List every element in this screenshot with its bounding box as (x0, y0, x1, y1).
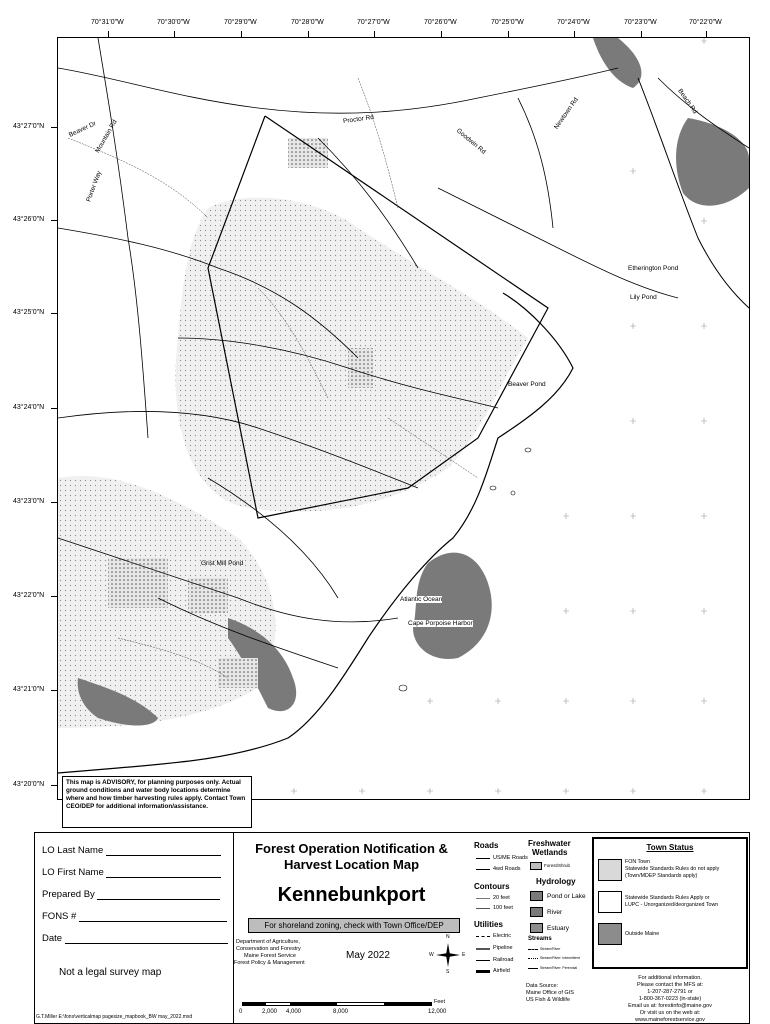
coord-left-label: 43°20'0"N (13, 781, 45, 788)
coord-top-label: 70°22'0"W (689, 19, 722, 26)
road-beaver-dr: Beaver Dr (67, 120, 98, 139)
coord-tick (51, 785, 57, 786)
file-path-text: G.T.Miller E:\fons\verticalmap pagesize_mapbook_BW may_2022.mxd (36, 1014, 193, 1020)
coord-top-label: 70°28'0"W (291, 19, 324, 26)
shoreland-note: For shoreland zoning, check with Town Office/DEP (248, 918, 460, 933)
coord-tick (174, 31, 175, 37)
scale-tick-label: 12,000 (428, 1009, 447, 1015)
town-status-text: Statewide Standards Rules Apply or (625, 895, 710, 901)
compass-icon (429, 934, 466, 975)
town-status-swatch (598, 891, 622, 913)
coord-tick (51, 690, 57, 691)
map-date: May 2022 (346, 950, 390, 961)
town-status-text: LUPC - Unorganized/deorganized Town (625, 902, 719, 908)
coord-left-label: 43°24'0"N (13, 404, 45, 411)
fons-number-field[interactable]: FONS # (42, 911, 227, 922)
coord-tick (51, 408, 57, 409)
lo-last-name-field[interactable]: LO Last Name (42, 845, 221, 856)
not-legal-survey-text: Not a legal survey map (59, 967, 162, 978)
road-newtown-rd: Newtown Rd (552, 96, 580, 131)
contact-line[interactable]: Email us at: forestinfo@maine.gov (628, 1003, 712, 1009)
advisory-box (62, 776, 252, 828)
coord-tick (641, 31, 642, 37)
place-etherington-pond: Etherington Pond (628, 265, 679, 272)
coord-top-label: 70°23'0"W (624, 19, 657, 26)
scale-tick-label: 8,000 (333, 1009, 349, 1015)
legend-panel (34, 832, 750, 1024)
coord-left-label: 43°21'0"N (13, 686, 45, 693)
place-beaver-pond: Beaver Pond (508, 381, 546, 388)
place-grist-mill-pond: Grist Mill Pond (201, 560, 244, 567)
town-status-swatch (598, 859, 622, 881)
coord-top-label: 70°26'0"W (424, 19, 457, 26)
coord-tick (706, 31, 707, 37)
date-field[interactable]: Date (42, 933, 228, 944)
coord-tick (51, 596, 57, 597)
coord-left-label: 43°22'0"N (13, 592, 45, 599)
scale-tick-label: 0 (239, 1009, 243, 1015)
advisory-text: This map is ADVISORY, for planning purposes only. Actual ground conditions and water body locations determine where and how timber harvesting rules apply. Contact Town CEO/DEP for additional information/assistance. (66, 779, 246, 810)
title-line-2: Harvest Location Map (283, 857, 420, 872)
town-status-text: Outside Maine (625, 931, 660, 937)
estuary-ne (593, 38, 641, 88)
coord-tick (574, 31, 575, 37)
coord-tick (508, 31, 509, 37)
town-status-title: Town Status (646, 843, 694, 852)
dept-line-3: Maine Forest Service (244, 953, 296, 959)
coord-top-label: 70°31'0"W (91, 19, 124, 26)
coord-left-label: 43°26'0"N (13, 216, 45, 223)
road-beach-rd: Beach Rd (676, 87, 699, 116)
place-cape-porpoise-harbor: Cape Porpoise Harbor (408, 620, 473, 627)
coord-left-label: 43°27'0"N (13, 123, 45, 130)
coord-tick (374, 31, 375, 37)
contact-info (592, 975, 748, 1024)
contact-line[interactable]: www.maineforestservice.gov (635, 1017, 705, 1023)
dept-line-2: Conservation and Forestry (236, 946, 301, 952)
road-mountain-rd: Mountain Rd (94, 118, 119, 155)
wetland-patch (108, 558, 168, 608)
scale-unit: Feet (434, 999, 446, 1005)
legend-roads: Roads US/ME Roads 4wd Roads Contours 20 feet 100 feet Utilities Electric Pipeline Railroad Airfield (474, 841, 528, 974)
coord-left-label: 43°23'0"N (13, 498, 45, 505)
contact-line: Please contact the MFS at: (636, 982, 704, 988)
scale-tick-label: 4,000 (286, 1009, 302, 1015)
contact-line: Or visit us on the web at: (639, 1010, 701, 1016)
contact-line: For additional information, (638, 975, 702, 981)
coord-tick (308, 31, 309, 37)
scale-bar (242, 1002, 432, 1006)
coord-tick (51, 220, 57, 221)
coord-tick (241, 31, 242, 37)
estuary-east (676, 118, 749, 206)
wetland-patch (348, 348, 373, 388)
dept-line-4: Forest Policy & Management (234, 960, 305, 966)
map-canvas (58, 38, 749, 799)
cape-porpoise-harbor-water (413, 553, 492, 659)
legend-hydrology: Freshwater Wetlands Forest/Shrub Hydrology Pond or Lake River Estuary Streams Stream/River Stream/River: Intermittent Stream/River: Perennial Data Source: Maine Office of GIS US Fish & Wildlife (526, 839, 586, 1003)
road-proctor-rd: Proctor Rd (342, 113, 375, 126)
coord-tick (108, 31, 109, 37)
coord-top-label: 70°30'0"W (157, 19, 190, 26)
town-status-box (592, 837, 748, 969)
scale-tick-label: 2,000 (262, 1009, 278, 1015)
town-status-text: (Town/MDEP Standards apply) (625, 873, 698, 879)
town-status-text: FON Town (625, 859, 650, 865)
coord-top-label: 70°25'0"W (491, 19, 524, 26)
wetland-patch (218, 658, 258, 688)
prepared-by-field[interactable]: Prepared By (42, 889, 220, 900)
coord-tick (51, 127, 57, 128)
coord-top-label: 70°29'0"W (224, 19, 257, 26)
coord-tick (51, 313, 57, 314)
dept-line-1: Department of Agriculture, (236, 939, 300, 945)
title-block (234, 833, 469, 1023)
road-porter-way: Porter Way (85, 170, 103, 203)
coord-left-label: 43°25'0"N (13, 309, 45, 316)
lo-first-name-field[interactable]: LO First Name (42, 867, 221, 878)
coord-tick (441, 31, 442, 37)
town-status-swatch (598, 923, 622, 945)
form-section (35, 833, 234, 1023)
compass-rose: N E W S (429, 934, 466, 975)
title-line-1: Forest Operation Notification & (255, 841, 448, 856)
town-name: Kennebunkport (277, 884, 426, 906)
contact-line: 1-800-367-0223 (in-state) (638, 996, 702, 1002)
road-goodwin-rd: Goodwin Rd (454, 127, 487, 156)
map-frame[interactable] (57, 37, 750, 810)
contact-line: 1-207-287-2791 or (647, 989, 693, 995)
coord-tick (51, 502, 57, 503)
coord-top-label: 70°24'0"W (557, 19, 590, 26)
place-atlantic-ocean: Atlantic Ocean (400, 596, 443, 603)
place-lily-pond: Lily Pond (630, 294, 657, 301)
coord-top-label: 70°27'0"W (357, 19, 390, 26)
town-status-text: Statewide Standards Rules do not apply (625, 866, 720, 872)
